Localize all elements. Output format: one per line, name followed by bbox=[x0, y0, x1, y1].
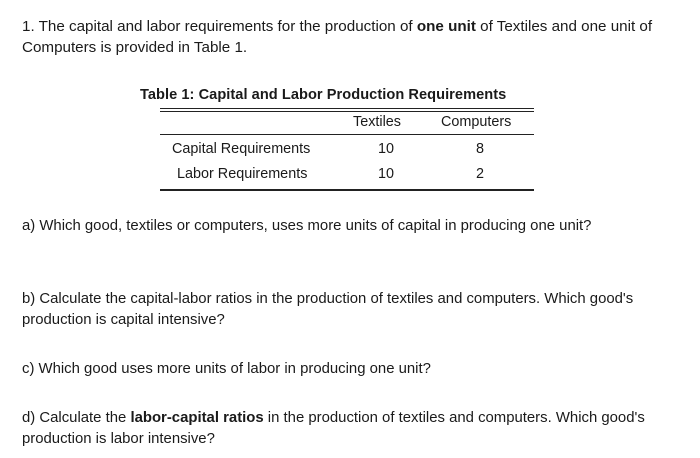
cell-capital-textiles: 10 bbox=[378, 141, 395, 157]
question-d bbox=[22, 408, 682, 450]
intro-emphasis: one unit bbox=[416, 18, 476, 35]
row-label-capital: Capital Requirements bbox=[172, 141, 311, 157]
column-header-computers: Computers bbox=[441, 114, 512, 130]
table-title: Table 1: Capital and Labor Production Requirements bbox=[140, 87, 507, 103]
question-d-emphasis: labor-capital ratios bbox=[130, 410, 264, 426]
cell-capital-computers: 8 bbox=[476, 141, 485, 157]
cell-labor-textiles: 10 bbox=[378, 166, 395, 182]
question-c: c) Which good uses more units of labor in producing one unit? bbox=[22, 361, 431, 377]
cell-labor-computers: 2 bbox=[476, 166, 485, 182]
table-header-rule bbox=[160, 134, 534, 135]
question-a: a) Which good, textiles or computers, uses more units of capital in producing one unit? bbox=[22, 218, 592, 234]
row-label-labor: Labor Requirements bbox=[177, 166, 308, 182]
intro-prefix: 1. The capital and labor requirements for the production of bbox=[22, 18, 417, 35]
question-b: b) Calculate the capital-labor ratios in the production of textiles and computers. Which good's production is capital intensive? bbox=[22, 291, 634, 328]
table-top-rule bbox=[160, 108, 534, 109]
question-d-suffix: in the production of textiles and computers. Which good's production is labor intensive? bbox=[22, 410, 645, 447]
column-header-textiles: Textiles bbox=[353, 114, 401, 130]
intro-suffix: of Textiles and one unit of Computers is provided in Table 1. bbox=[22, 18, 653, 56]
table-top-rule-double bbox=[160, 111, 534, 112]
table-bottom-rule bbox=[160, 189, 534, 191]
question-1-intro bbox=[22, 16, 682, 58]
question-d-prefix: d) Calculate the bbox=[22, 410, 131, 426]
